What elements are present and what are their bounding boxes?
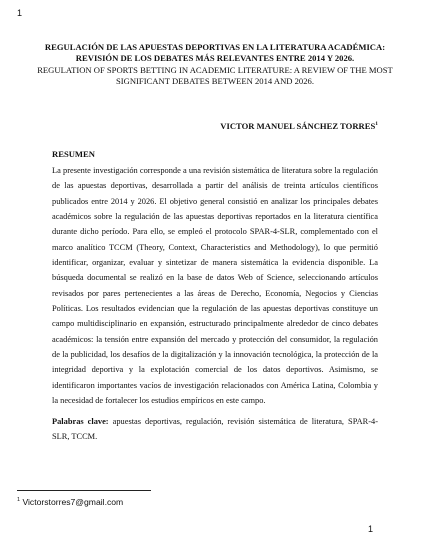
- title-spanish: REGULACIÓN DE LAS APUESTAS DEPORTIVAS EN LA LITERATURA ACADÉMICA: REVISIÓN DE LOS DEBATES MÁS RELEVANTES ENTRE 2014 Y 2026.: [44, 42, 386, 63]
- keywords-text: apuestas deportivas, regulación, revisión sistemática de literatura, SPAR-4-SLR, TCCM.: [52, 416, 378, 441]
- abstract-body: La presente investigación corresponde a una revisión sistemática de literatura sobre la regulación de las apuestas deportivas, desarrollada a partir del análisis de treinta artículos científicos publicados entre 2014 y 2026. El objetivo general consistió en analizar los principales debates académicos sobre la regulación de las apuestas deportivas reportados en la literatura científica durante dicho período. Para ello, se empleó el protocolo SPAR-4-SLR, complementado con el marco analítico TCCM (Theory, Context, Characteristics and Methodology), lo que permitió identificar, organizar, evaluar y sintetizar de manera sistemática la evidencia disponible. La búsqueda documental se realizó en la base de datos Web of Science, seleccionando artículos revisados por pares pertenecientes a las áreas de Derecho, Economía, Negocios y Ciencias Políticas. Los resultados evidencian que la regulación de las apuestas deportivas constituye un campo multidisciplinario en expansión, estructurado principalmente alrededor de cinco debates académicos: la tensión entre expansión del mercado y protección del consumidor, la regulación de la publicidad, los desafíos de la digitalización y la innovación tecnológica, la protección de la integridad deportiva y la explotación comercial de los datos deportivos. Asimismo, se identificaron importantes vacíos de investigación relacionados con América Latina, Colombia y la necesidad de fortalecer los estudios empíricos en este campo.: [52, 166, 378, 406]
- author-line: [220, 121, 378, 131]
- abstract-section: [52, 163, 378, 444]
- keywords-line: [52, 414, 378, 445]
- footnote-mark: 1: [17, 497, 21, 504]
- footnote-email: Victorstorres7@gmail.com: [20, 497, 124, 507]
- title-block: [30, 42, 400, 87]
- keywords-label: Palabras clave:: [52, 416, 109, 426]
- footer-page-number: 1: [368, 524, 374, 534]
- abstract-heading: RESUMEN: [52, 149, 95, 159]
- header-page-number: 1: [17, 8, 23, 18]
- author-footnote-mark: 1: [375, 121, 378, 128]
- footnote-divider: [17, 490, 151, 491]
- footnote: [17, 497, 123, 507]
- title-english: REGULATION OF SPORTS BETTING IN ACADEMIC LITERATURE: A REVIEW OF THE MOST SIGNIFICANT DEBATES BETWEEN 2014 AND 2026.: [37, 65, 393, 86]
- author-name: VICTOR MANUEL SÁNCHEZ TORRES: [220, 121, 376, 131]
